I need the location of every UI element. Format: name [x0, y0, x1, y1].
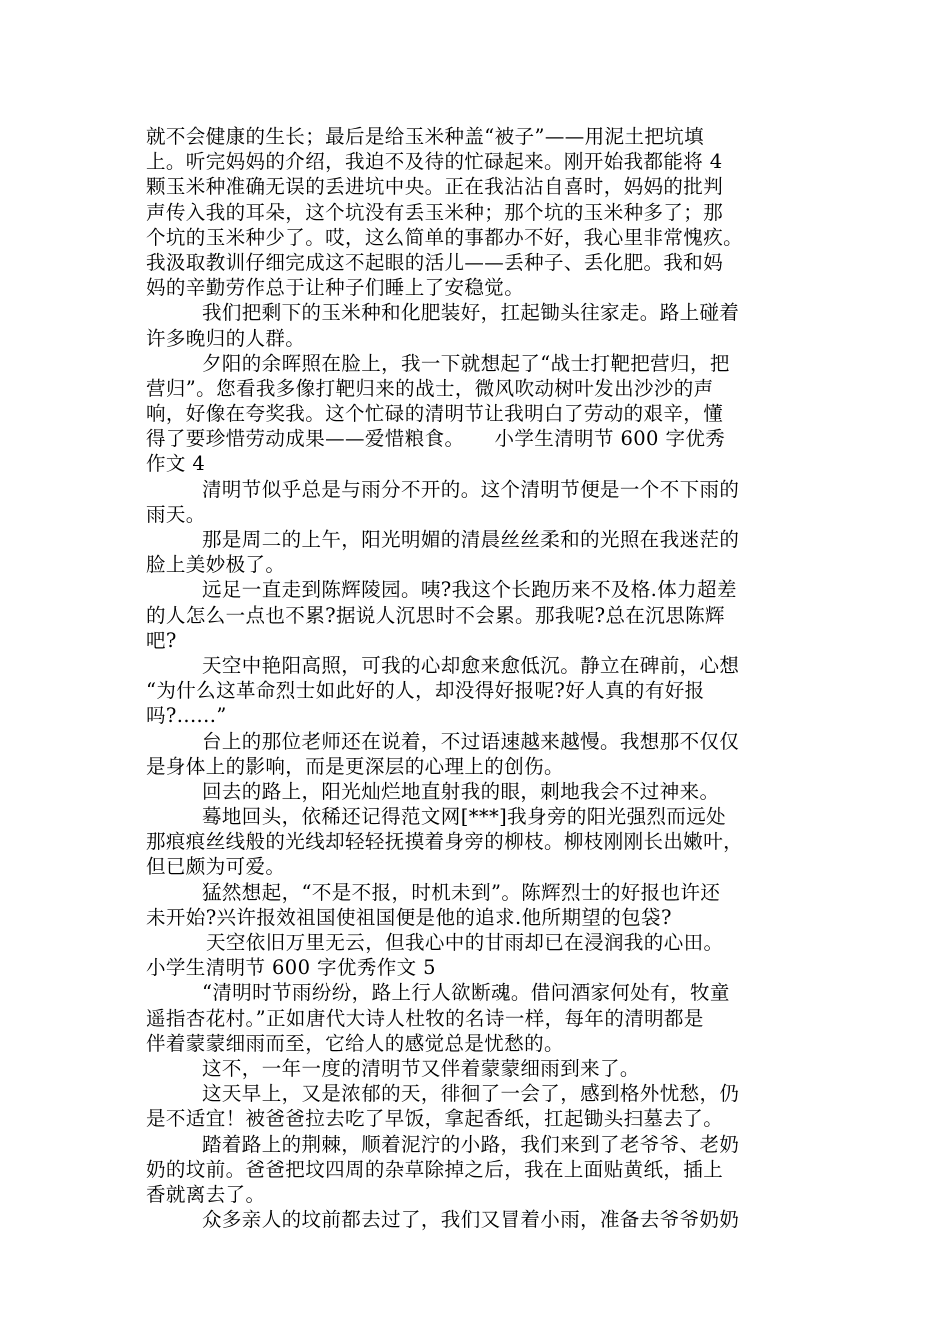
text-line: 奶的坟前。爸爸把坟四周的杂草除掉之后，我在上面贴黄纸，插上	[146, 1157, 724, 1181]
text-line: 脸上美妙极了。	[146, 553, 286, 577]
text-line: 得了要珍惜劳动成果——爱惜粮食。 小学生清明节 600 字优秀	[146, 427, 726, 451]
paragraph-start-line: 我们把剩下的玉米种和化肥装好，扛起锄头往家走。路上碰着	[202, 301, 740, 325]
text-line: 吗?......”	[146, 704, 227, 728]
text-line: “为什么这革命烈士如此好的人，却没得好报呢?好人真的有好报	[146, 679, 705, 703]
text-line: 未开始?兴许报效祖国使祖国便是他的追求.他所期望的包袋?	[146, 905, 672, 929]
text-line: 香就离去了。	[146, 1182, 266, 1206]
section-title-line: 小学生清明节 600 字优秀作文 5	[146, 956, 436, 980]
text-line: 个坑的玉米种少了。哎，这么简单的事都办不好，我心里非常愧疚。	[146, 225, 744, 249]
text-line: 是身体上的影响，而是更深层的心理上的创伤。	[146, 754, 564, 778]
paragraph-start-line: 蓦地回头，依稀还记得范文网[***]我身旁的阳光强烈而远处	[202, 805, 727, 829]
text-line: 伴着蒙蒙细雨而至，它给人的感觉总是忧愁的。	[146, 1031, 564, 1055]
paragraph-start-line: 这不，一年一度的清明节又伴着蒙蒙细雨到来了。	[202, 1056, 640, 1080]
paragraph-start-line: 台上的那位老师还在说着，不过语速越来越慢。我想那不仅仅	[202, 729, 740, 753]
paragraph-start-line: 回去的路上，阳光灿烂地直射我的眼，刺地我会不过神来。	[202, 779, 720, 803]
text-line: 许多晚归的人群。	[146, 326, 306, 350]
text-line: 颗玉米种准确无误的丢进坑中央。正在我沾沾自喜时，妈妈的批判	[146, 175, 724, 199]
paragraph-start-line: “清明时节雨纷纷，路上行人欲断魂。借问酒家何处有，牧童	[202, 981, 730, 1005]
text-line: 上。听完妈妈的介绍，我迫不及待的忙碌起来。刚开始我都能将 4	[146, 150, 723, 174]
paragraph-start-line: 清明节似乎总是与雨分不开的。这个清明节便是一个不下雨的	[202, 477, 740, 501]
article-body	[146, 124, 810, 1232]
text-line: 遥指杏花村。”正如唐代大诗人杜牧的名诗一样，每年的清明都是	[146, 1006, 704, 1030]
paragraph-start-line: 踏着路上的荆棘，顺着泥泞的小路，我们来到了老爷爷、老奶	[202, 1132, 740, 1156]
paragraph-start-line: 猛然想起，“不是不报，时机未到”。陈辉烈士的好报也许还	[202, 880, 721, 904]
paragraph-start-line: 那是周二的上午，阳光明媚的清晨丝丝柔和的光照在我迷茫的	[202, 528, 740, 551]
paragraph-start-line: 天空中艳阳高照，可我的心却愈来愈低沉。静立在碑前，心想	[202, 653, 740, 677]
text-line: 就不会健康的生长；最后是给玉米种盖“被子”——用泥土把坑填	[146, 125, 705, 148]
text-line: 声传入我的耳朵，这个坑没有丢玉米种；那个坑的玉米种多了；那	[146, 200, 724, 224]
text-line: 吧?	[146, 628, 177, 652]
text-line: 雨天。	[146, 502, 206, 526]
text-line: 妈的辛勤劳作总于让种子们睡上了安稳觉。	[146, 276, 525, 300]
text-line: 作文 4	[146, 452, 206, 476]
text-line: 是不适宜！被爸爸拉去吃了早饭，拿起香纸，扛起锄头扫墓去了。	[146, 1107, 724, 1131]
text-line: 我汲取教训仔细完成这不起眼的活儿——丢种子、丢化肥。我和妈	[146, 250, 724, 274]
paragraph-start-line: 天空依旧万里无云，但我心中的甘雨却已在浸润我的心田。	[206, 931, 724, 954]
paragraph-start-line: 这天早上，又是浓郁的天，徘徊了一会了，感到格外忧愁，仍	[202, 1082, 740, 1106]
paragraph-start-line: 众多亲人的坟前都去过了，我们又冒着小雨，准备去爷爷奶奶	[202, 1208, 740, 1232]
paragraph-start-line: 远足一直走到陈辉陵园。咦?我这个长跑历来不及格.体力超差	[202, 578, 737, 602]
text-line: 响，好像在夸奖我。这个忙碌的清明节让我明白了劳动的艰辛，懂	[146, 402, 724, 426]
text-line: 那痕痕丝线般的光线却轻轻抚摸着身旁的柳枝。柳枝刚刚长出嫩叶，	[146, 830, 744, 854]
text-line: 但已颇为可爱。	[146, 855, 286, 879]
paragraph-start-line: 夕阳的余晖照在脸上，我一下就想起了“战士打靶把营归，把	[202, 351, 730, 375]
text-line: 的人怎么一点也不累?据说人沉思时不会累。那我呢?总在沉思陈辉	[146, 603, 725, 627]
text-line: 营归”。您看我多像打靶归来的战士，微风吹动树叶发出沙沙的声	[146, 376, 714, 400]
